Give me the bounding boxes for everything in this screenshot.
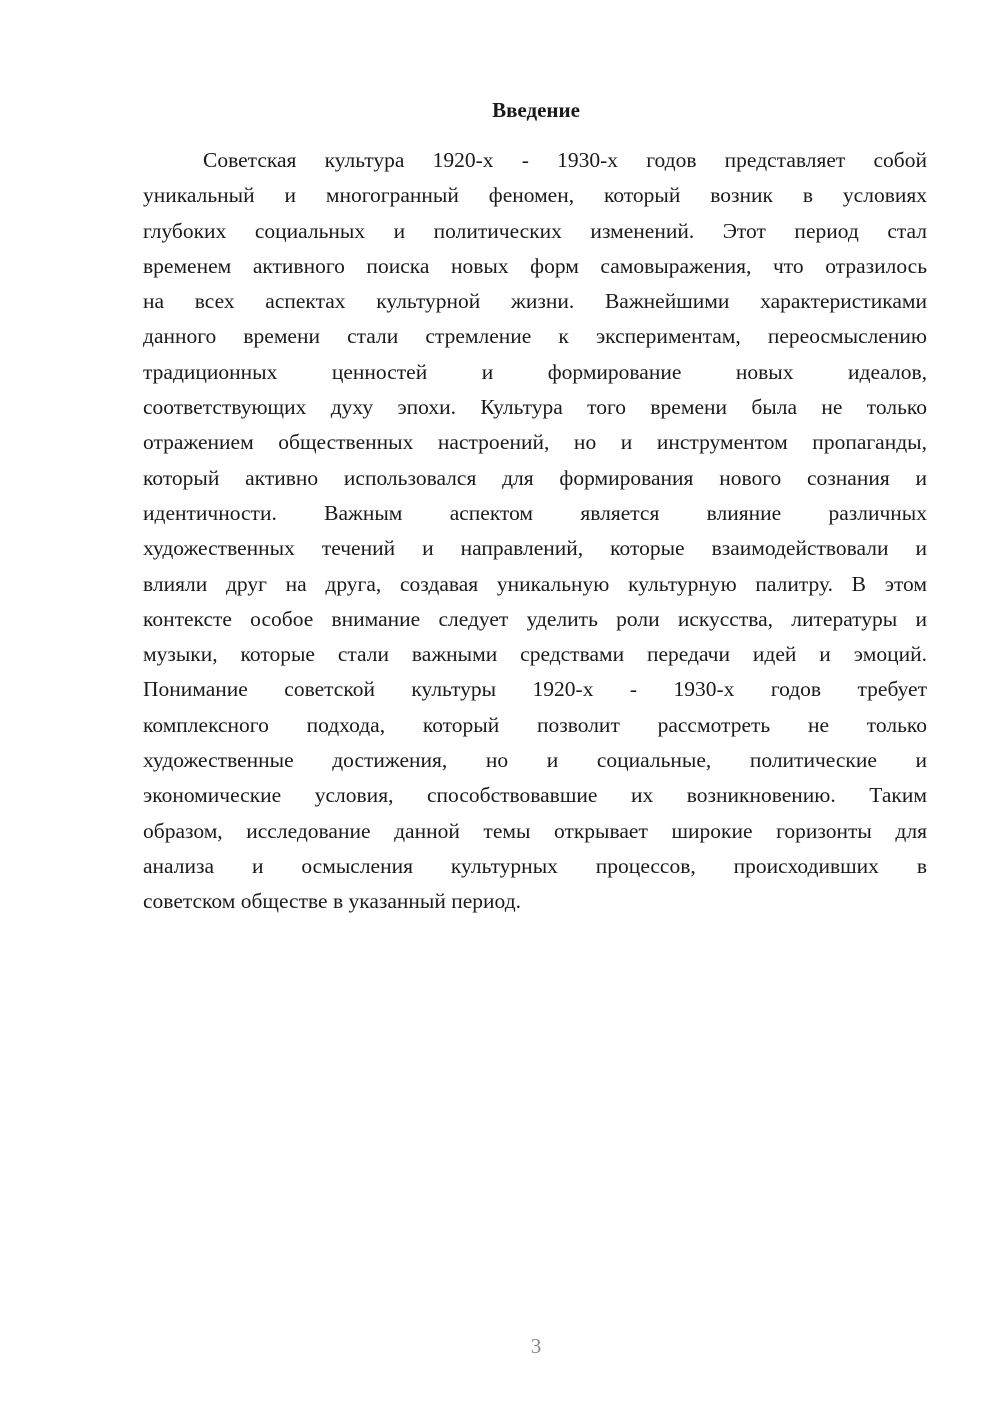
text-line: соответствующих духу эпохи. Культура того времени была не только xyxy=(143,395,927,420)
text-line: на всех аспектах культурной жизни. Важнейшими характеристиками xyxy=(143,289,927,314)
text-line: контексте особое внимание следует уделить роли искусства, литературы и xyxy=(143,606,927,631)
text-line: который активно использовался для формирования нового сознания и xyxy=(143,465,927,490)
text-line: Понимание советской культуры 1920-х - 1930-х годов требует xyxy=(143,677,927,702)
text-line: уникальный и многогранный феномен, который возник в условиях xyxy=(143,183,927,208)
text-line: советском обществе в указанный период. xyxy=(143,889,522,914)
text-line: комплексного подхода, который позволит рассмотреть не только xyxy=(143,712,927,737)
text-line: данного времени стали стремление к экспериментам, переосмыслению xyxy=(143,324,927,349)
text-line: идентичности. Важным аспектом является влияние различных xyxy=(143,500,927,525)
text-line: музыки, которые стали важными средствами передачи идей и эмоций. xyxy=(143,642,927,667)
text-line: анализа и осмысления культурных процессов, происходивших в xyxy=(143,853,927,878)
text-line: экономические условия, способствовавшие их возникновению. Таким xyxy=(143,783,927,808)
text-line: временем активного поиска новых форм самовыражения, что отразилось xyxy=(143,253,927,278)
text-line: Советская культура 1920-х - 1930-х годов представляет собой xyxy=(203,148,927,172)
text-line: художественные достижения, но и социальные, политические и xyxy=(143,748,927,773)
text-line: влияли друг на друга, создавая уникальную культурную палитру. В этом xyxy=(143,571,927,596)
section-title: Введение xyxy=(492,98,580,122)
text-line: художественных течений и направлений, которые взаимодействовали и xyxy=(143,536,927,561)
text-line: глубоких социальных и политических изменений. Этот период стал xyxy=(143,218,927,243)
text-line: отражением общественных настроений, но и инструментом пропаганды, xyxy=(143,430,927,455)
body-paragraph xyxy=(143,145,927,922)
text-line: традиционных ценностей и формирование новых идеалов, xyxy=(143,359,927,384)
page-number: 3 xyxy=(530,1334,542,1358)
text-line: образом, исследование данной темы открывает широкие горизонты для xyxy=(143,818,927,843)
